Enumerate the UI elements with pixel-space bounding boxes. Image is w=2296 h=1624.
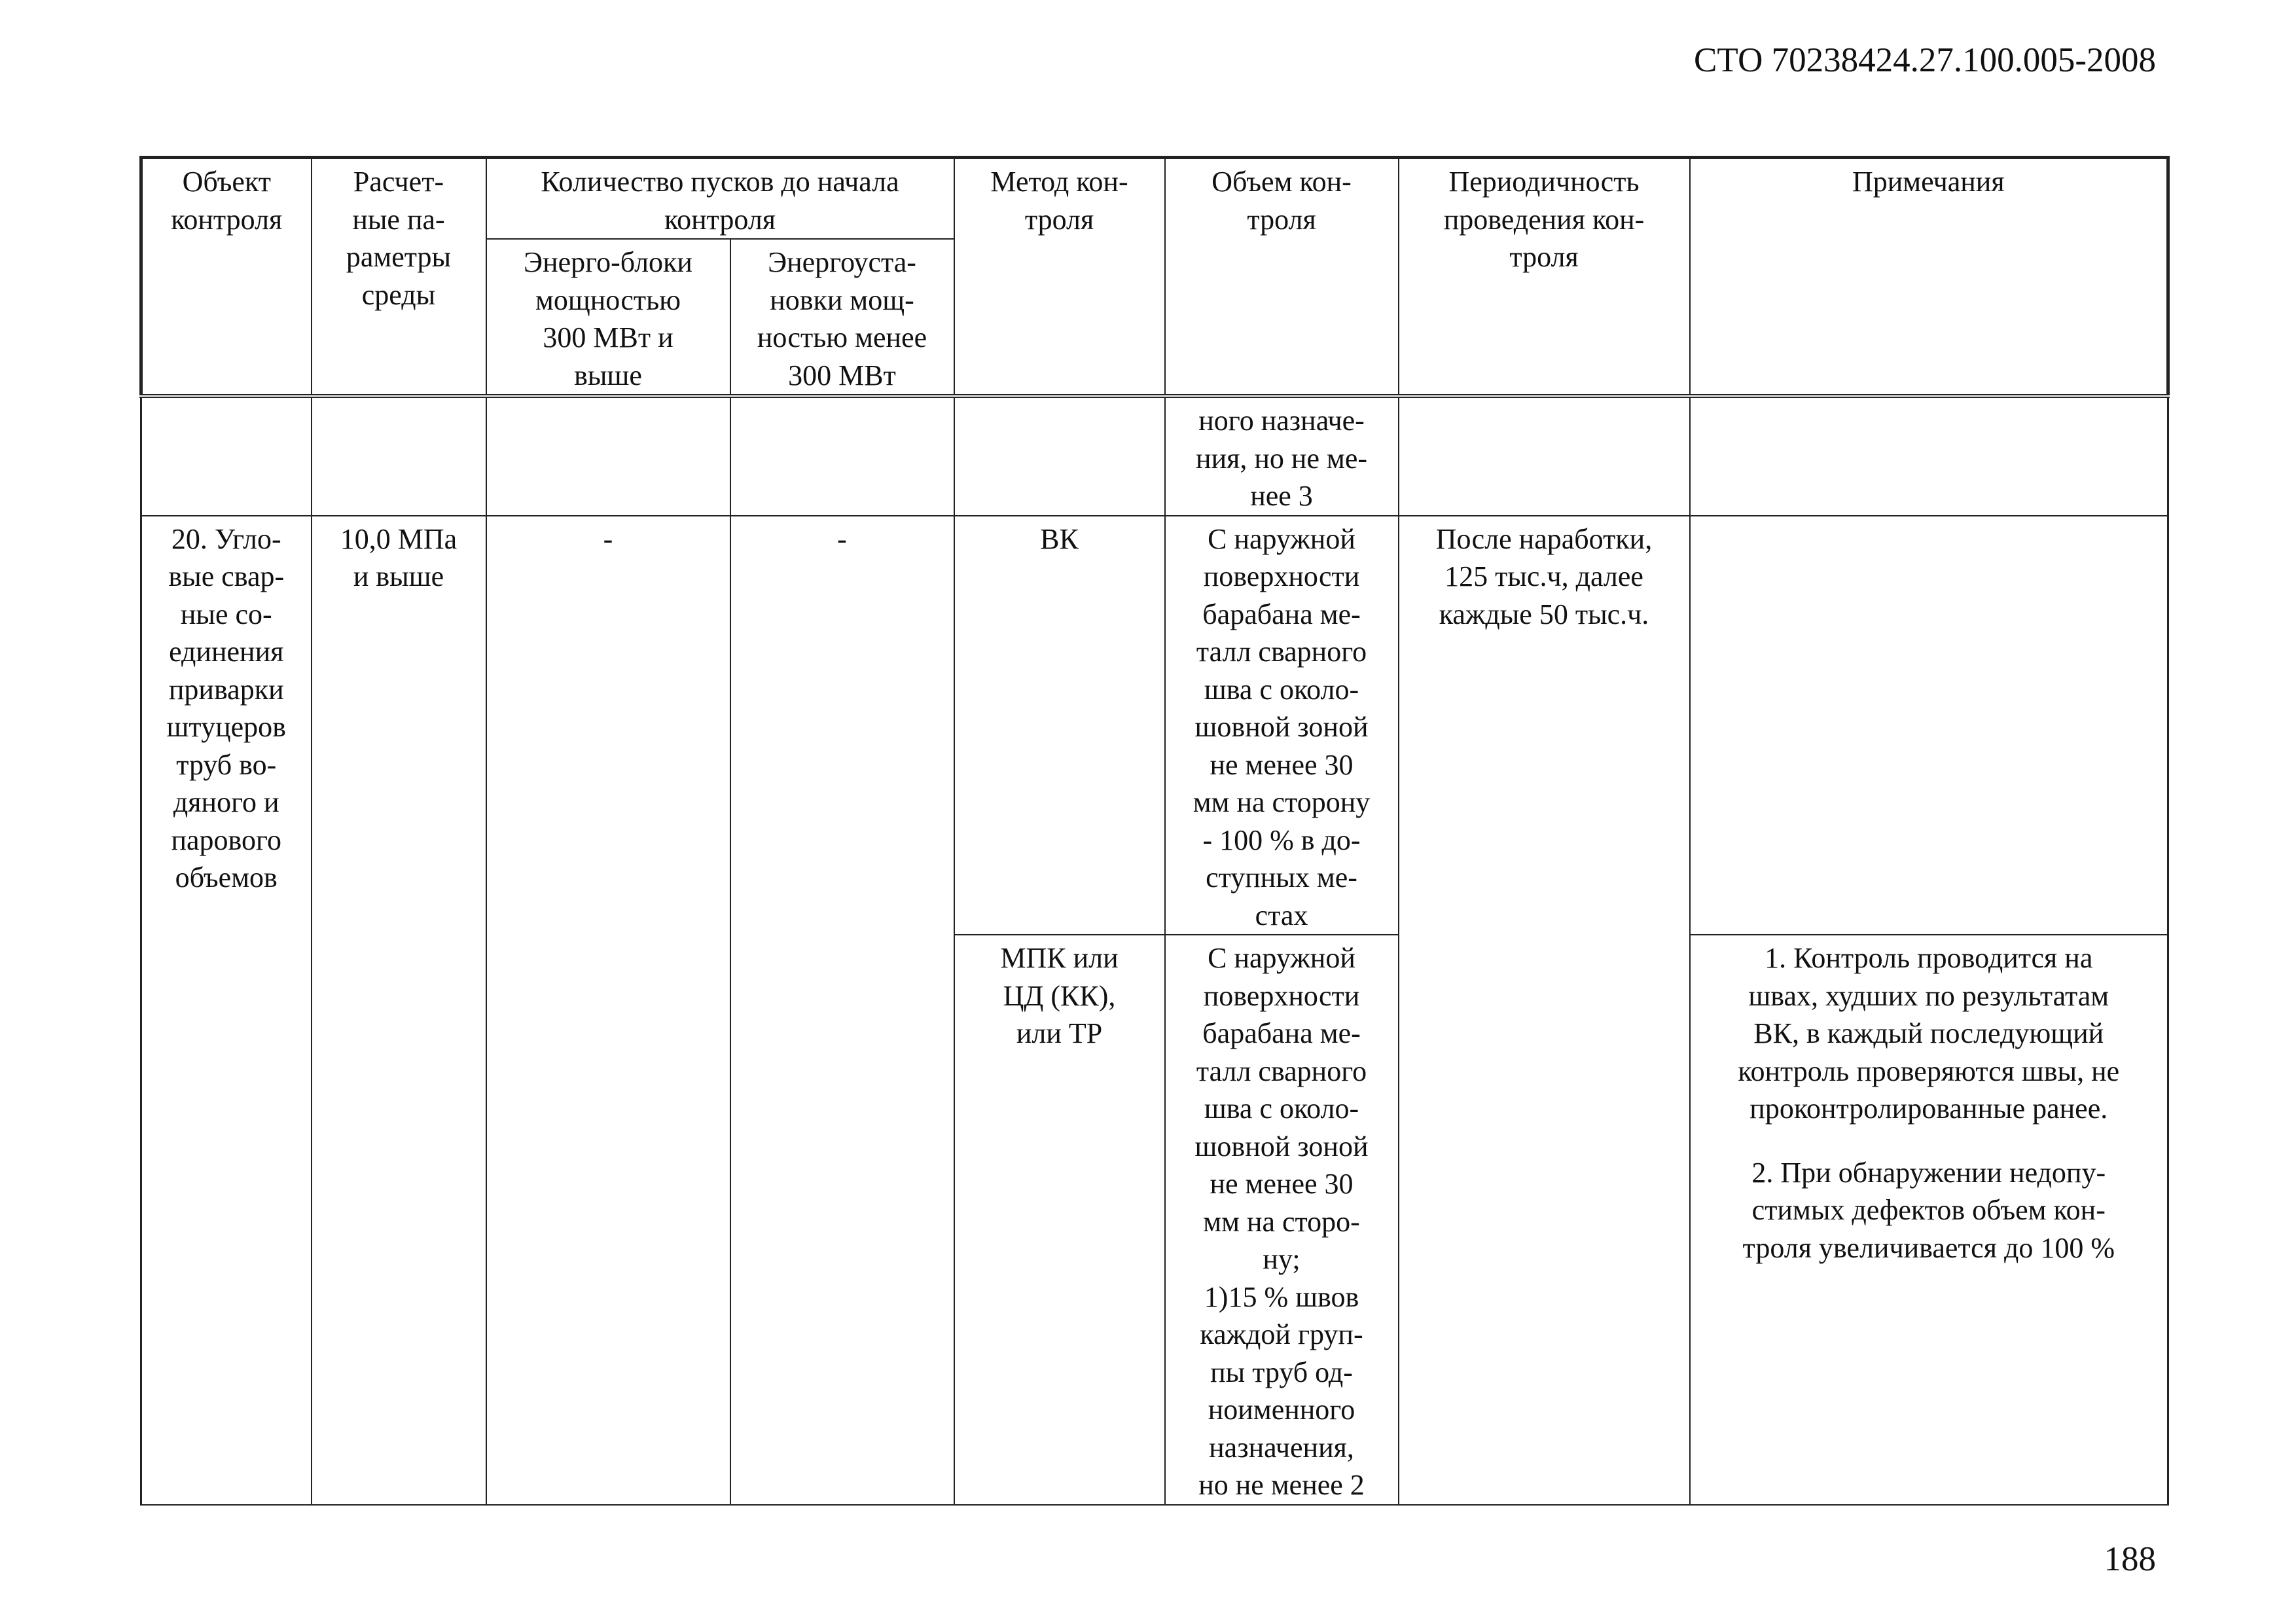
cell-object-20: 20. Угло- вые свар- ные со- единения приварки штуцеров труб во- дяного и парового объемов <box>141 516 312 1505</box>
cell-notes-vk <box>1690 516 2168 935</box>
document-code: СТО 70238424.27.100.005-2008 <box>1694 41 2156 79</box>
col-header-object: Объект контроля <box>141 158 312 397</box>
cell-scope-vk: С наружной поверхности барабана ме- талл сварного шва с около- шовной зоной не менее 30 мм на сторону - 100 % в до- ступных ме- стах <box>1165 516 1399 935</box>
cell-params-20: 10,0 МПа и выше <box>312 516 486 1505</box>
col-header-starts-big-units: Энерго-блоки мощностью 300 МВт и выше <box>486 239 730 396</box>
note-1: 1. Контроль проводится на швах, худших по результатам ВК, в каждый последующий контроль проверяются швы, не проконтролированные ранее. <box>1738 942 2120 1125</box>
table-row-item-20 <box>141 516 2168 935</box>
col-header-params: Расчет- ные па- раметры среды <box>312 158 486 397</box>
col-header-starts-group: Количество пусков до начала контроля <box>486 158 954 240</box>
cell-starts-big-20: - <box>486 516 730 1505</box>
cell-empty <box>141 396 312 516</box>
col-header-period: Периодичность проведения кон- троля <box>1399 158 1690 397</box>
col-header-starts-small-units: Энергоуста- новки мощ- ностью менее 300 МВт <box>730 239 954 396</box>
col-header-notes: Примечания <box>1690 158 2168 397</box>
col-header-scope: Объем кон- троля <box>1165 158 1399 397</box>
cell-empty <box>730 396 954 516</box>
control-table <box>139 156 2170 1506</box>
cell-scope-mpk: С наружной поверхности барабана ме- талл сварного шва с около- шовной зоной не менее 30 мм на сторо- ну; 1)15 % швов каждой груп- пы труб од- ноименного назначения, но не менее 2 <box>1165 935 1399 1505</box>
cell-method-mpk: МПК или ЦД (КК), или ТР <box>954 935 1165 1505</box>
cell-scope-continuation: ного назначе- ния, но не ме- нее 3 <box>1165 396 1399 516</box>
cell-empty <box>486 396 730 516</box>
cell-notes-mpk <box>1690 935 2168 1505</box>
cell-empty <box>954 396 1165 516</box>
cell-empty <box>1399 396 1690 516</box>
col-header-method: Метод кон- троля <box>954 158 1165 397</box>
note-spacer <box>1709 1128 2149 1154</box>
cell-empty <box>1690 396 2168 516</box>
note-2: 2. При обнаружении недопу- стимых дефектов объем кон- троля увеличивается до 100 % <box>1742 1156 2115 1264</box>
table-row-continuation <box>141 396 2168 516</box>
cell-starts-small-20: - <box>730 516 954 1505</box>
table-header <box>141 158 2168 397</box>
cell-period-20: После наработки, 125 тыс.ч, далее каждые 50 тыс.ч. <box>1399 516 1690 1505</box>
cell-empty <box>312 396 486 516</box>
page-number: 188 <box>2104 1540 2156 1578</box>
cell-method-vk: ВК <box>954 516 1165 935</box>
